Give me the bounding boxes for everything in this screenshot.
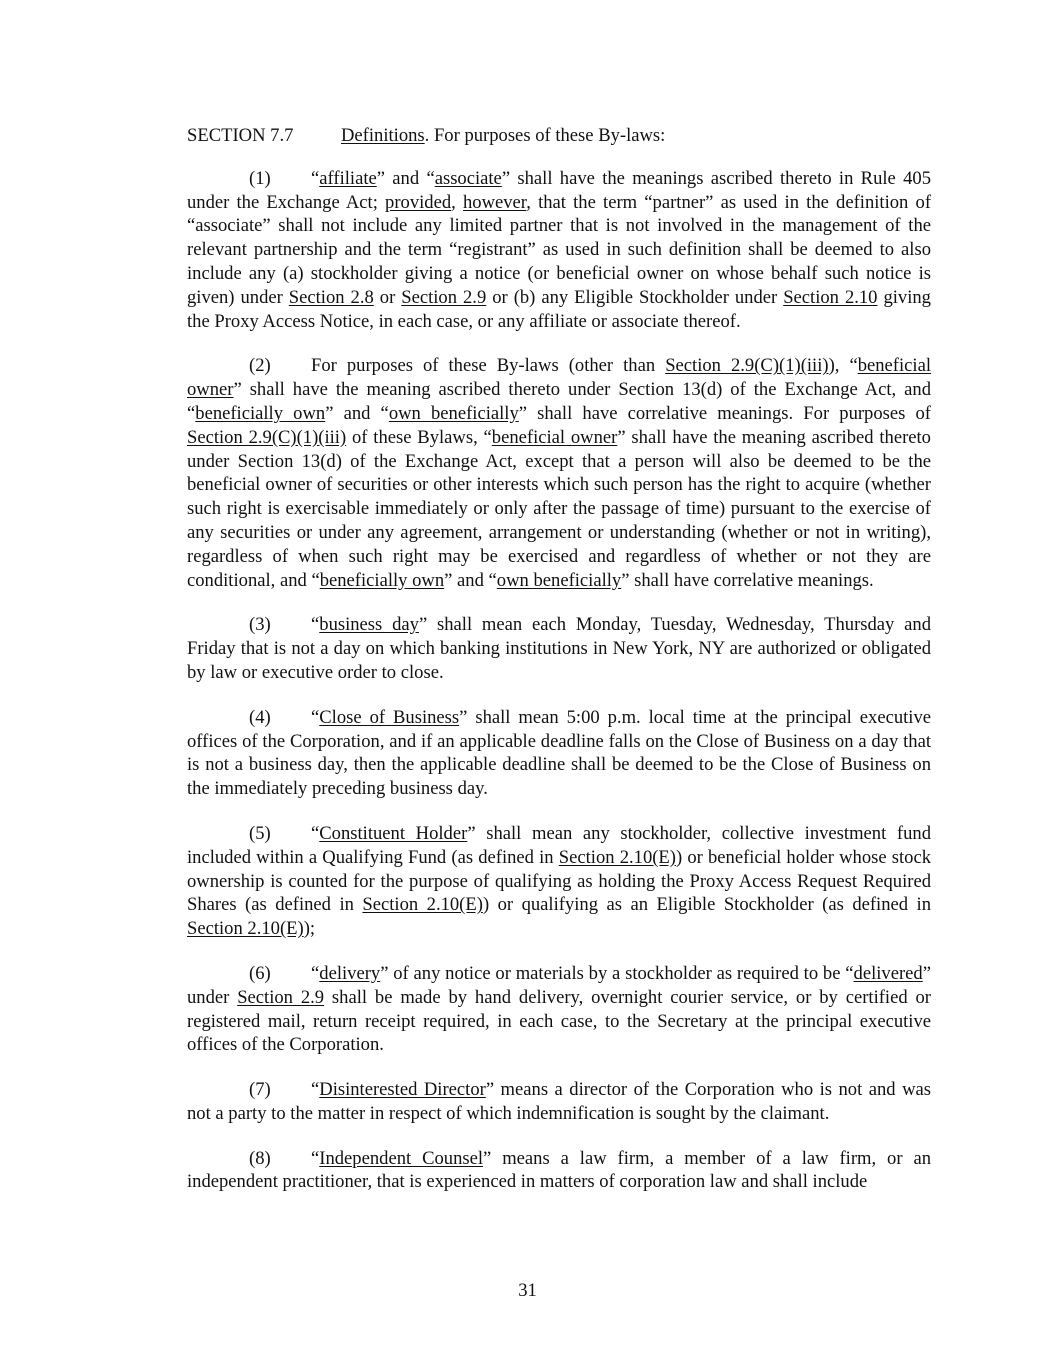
document-body [187, 124, 931, 1215]
text-segment: ” means a law firm, a member of a law firm, or an independent practitioner, that is experienced in matters of corporation law and shall include [187, 1147, 931, 1193]
paragraph-number: (5) [249, 822, 271, 844]
definition-paragraph [187, 1147, 931, 1195]
text-segment: ), “ [828, 355, 858, 377]
text-segment: “ [311, 614, 320, 636]
defined-term: business day [319, 614, 419, 636]
text-segment: giving the Proxy Access Notice, in each case, or any affiliate or associate thereof. [187, 286, 931, 332]
text-segment: or [373, 286, 402, 308]
defined-term: beneficially own [319, 569, 445, 591]
section-intro: . For purposes of these By-laws: [424, 125, 666, 146]
text-segment: “ [311, 1079, 320, 1101]
text-segment: ” shall mean any stockholder, collective investment fund included within a Qualifying Fund (as defined in [187, 822, 931, 868]
text-segment: ” means a director of the Corporation who is not and was not a party to the matter in respect of which indemnification is sought by the claimant. [187, 1079, 931, 1124]
defined-term: Section 2.9(C)(1)(iii) [665, 355, 829, 377]
paragraph-number: (6) [249, 962, 271, 984]
defined-term: provided [385, 191, 452, 213]
defined-term: associate [434, 167, 502, 189]
defined-term: Disinterested Director [319, 1079, 486, 1101]
defined-term: delivery [319, 962, 381, 984]
definition-paragraph [187, 706, 931, 801]
definition-paragraph [187, 613, 931, 684]
defined-term: beneficial owner [491, 426, 618, 448]
text-segment: of these Bylaws, “ [346, 426, 492, 448]
paragraph-number: (3) [249, 614, 271, 636]
text-segment: “ [311, 822, 320, 844]
defined-term: delivered [853, 962, 923, 984]
defined-term: however [462, 191, 527, 213]
defined-term: Section 2.10(E) [187, 918, 304, 940]
paragraph-number: (8) [249, 1147, 271, 1169]
defined-term: Section 2.10(E) [362, 894, 483, 916]
text-segment: “ [311, 706, 320, 728]
text-segment: ” shall have the meaning ascribed thereto under Section 13(d) of the Exchange Act, and “ [187, 379, 931, 424]
defined-term: Section 2.10 [783, 286, 878, 308]
text-segment: ” shall have correlative meanings. [621, 569, 874, 591]
section-number: SECTION 7.7 [187, 125, 294, 146]
defined-term: Independent Counsel [319, 1147, 484, 1169]
text-segment: ); [303, 918, 316, 940]
text-segment: shall be made by hand delivery, overnight courier service, or by certified or registered mail, return receipt required, in each case, to the Secretary at the principal executive offices of the Corporation. [187, 986, 931, 1056]
definition-paragraph [187, 354, 931, 592]
text-segment: or (b) any Eligible Stockholder under [486, 286, 784, 308]
defined-term: Section 2.8 [288, 286, 374, 308]
definition-paragraph [187, 167, 931, 334]
text-segment: ) or qualifying as an Eligible Stockholder (as defined in [482, 894, 932, 916]
defined-term: beneficial owner [187, 355, 931, 401]
paragraph-text [187, 168, 931, 332]
text-segment: ” shall have correlative meanings. For purposes of [518, 402, 931, 424]
text-segment: , that the term “partner” as used in the definition of “associate” shall not include any limited partner that is not involved in the management of the relevant partnership and the term “registrant” as used in such definition shall be deemed to also include any (a) stockholder giving a notice (or beneficial owner on whose behalf such notice is given) under [187, 191, 932, 308]
paragraph-number: (7) [249, 1079, 271, 1101]
defined-term: Section 2.9 [237, 986, 325, 1008]
text-segment: ” shall mean each Monday, Tuesday, Wednesday, Thursday and Friday that is not a day on which banking institutions in New York, NY are authorized or obligated by law or executive order to close. [187, 614, 931, 683]
page-number: 31 [518, 1280, 537, 1301]
text-segment: “ [311, 1147, 320, 1169]
text-segment: , [451, 191, 463, 213]
defined-term: own beneficially [388, 402, 519, 424]
text-segment: ” under [187, 962, 931, 1008]
text-segment: ” shall have the meanings ascribed thereto in Rule 405 under the Exchange Act; [187, 167, 931, 213]
paragraph-number: (4) [249, 706, 271, 728]
defined-term: beneficially own [195, 402, 326, 424]
text-segment: “ [311, 962, 320, 984]
defined-term: own beneficially [496, 569, 622, 591]
text-segment: For purposes of these By-laws (other than [311, 355, 666, 377]
defined-term: Section 2.10(E) [558, 846, 676, 868]
defined-term: affiliate [319, 167, 377, 189]
text-segment: ” and “ [325, 402, 389, 424]
paragraph-number: (1) [249, 167, 271, 189]
text-segment: “ [311, 167, 320, 189]
text-segment: ” and “ [444, 569, 497, 591]
text-segment: ) or beneficial holder whose stock ownership is counted for the purpose of qualifying as holding the Proxy Access Request Required Shares (as defined in [187, 846, 932, 916]
defined-term: Section 2.9 [401, 286, 487, 308]
definition-paragraph [187, 822, 931, 941]
text-segment: ” shall mean 5:00 p.m. local time at the principal executive offices of the Corporation, and if an applicable deadline falls on the Close of Business on a day that is not a business day, then the applicable deadline shall be deemed to be the Close of Business on the immediately preceding business day. [187, 706, 932, 800]
defined-term: Constituent Holder [319, 822, 468, 844]
defined-term: Section 2.9(C)(1)(iii) [187, 426, 347, 448]
paragraph-text [187, 355, 931, 590]
paragraph-number: (2) [249, 355, 271, 377]
text-segment: ” and “ [376, 167, 435, 189]
text-segment: ” of any notice or materials by a stockholder as required to be “ [380, 962, 854, 984]
section-title: Definitions [341, 125, 425, 146]
definition-paragraph [187, 962, 931, 1057]
section-heading [187, 124, 931, 148]
definition-paragraph [187, 1078, 931, 1126]
text-segment: ” shall have the meaning ascribed thereto under Section 13(d) of the Exchange Act, except that a person will also be deemed to be the beneficial owner of securities or other interests which such person has the right to acquire (whether such right is exercisable immediately or only after the passage of time) pursuant to the exercise of any securities or under any agreement, arrangement or understanding (whether or not in writing), regardless of when such right may be exercised and regardless of whether or not they are conditional, and “ [187, 426, 931, 591]
defined-term: Close of Business [319, 706, 460, 728]
